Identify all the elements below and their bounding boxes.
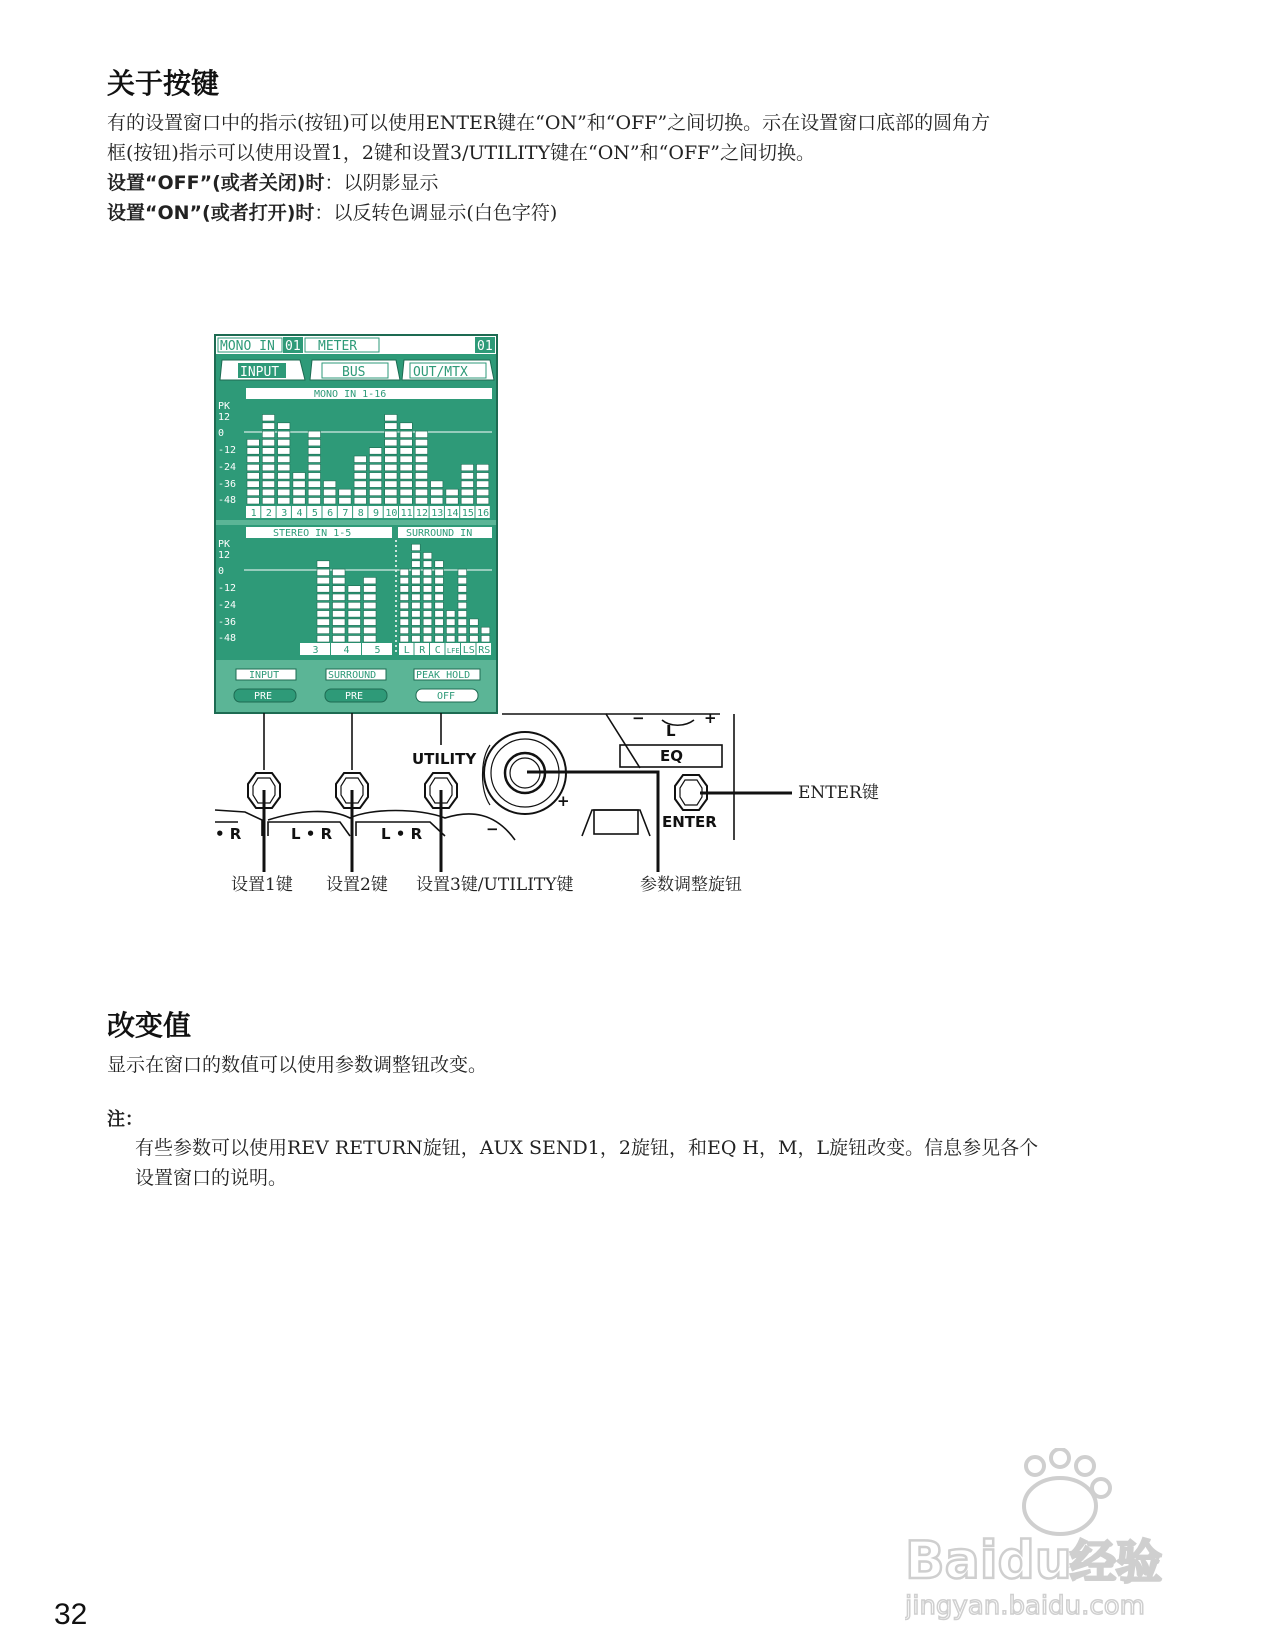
surround-meter-segment [458,611,467,618]
lcd-button-surround-value: PRE [345,691,364,702]
scale-label: -48 [218,633,237,644]
stereo-meter-segment [364,594,377,601]
mono-meter-segment [385,415,397,422]
scale-label: -36 [218,479,237,490]
change-values-paragraph: 显示在窗口的数值可以使用参数调整钮改变。 [107,1054,488,1076]
surround-meter-segment [435,561,444,568]
mono-meter-segment [278,439,290,446]
stereo-meter-segment [333,577,346,584]
stereo-meter-segment [364,577,377,584]
surround-meter-segment [435,586,444,593]
mono-channel-label: 15 [461,508,474,519]
mono-meter-segment [247,456,259,463]
stereo-meter-segment [333,627,346,634]
mono-meter-segment [400,423,412,430]
stereo-meter-segment [364,602,377,609]
mono-meter-segment [369,481,381,488]
lr-label-1: • R [215,825,242,843]
lcd-button-surround-label: SURROUND [328,670,377,681]
mono-meter-segment [354,498,366,505]
surround-meter-segment [412,569,421,576]
surround-meter-segment [400,611,409,618]
lcd-title-num: 01 [285,339,301,354]
note-label: 注： [107,1109,143,1130]
stereo-meter-segment [348,619,361,626]
scale-label: 12 [218,412,231,423]
mono-meter-segment [324,498,336,505]
mono-meter-segment [339,489,351,496]
surround-meter-segment [470,619,479,626]
mono-channel-label: 13 [431,508,444,519]
mono-meter-segment [308,473,320,480]
mono-channel-label: 16 [477,508,490,519]
mono-meter-segment [293,481,305,488]
mono-channel-label: 3 [281,508,288,519]
surround-meter-segment [400,577,409,584]
stereo-meter-segment [317,586,330,593]
intro-line-2: 框(按钮)指示可以使用设置1，2键和设置3/UTILITY键在“ON”和“OFF”之间切换。 [107,142,816,164]
mono-meter-segment [262,481,274,488]
mono-meter-segment [369,473,381,480]
mono-meter-segment [324,481,336,488]
on-state-label: 设置“ON”(或者打开)时 [107,202,315,224]
mono-meter-segment [247,481,259,488]
mono-meter-segment [415,439,427,446]
surround-meter-segment [481,636,490,643]
lr-label-3: L • R [381,825,423,843]
watermark-brand: Baidu [905,1531,1072,1591]
surround-meter-segment [423,577,432,584]
surround-meter-segment [435,602,444,609]
surround-meter-segment [435,627,444,634]
stereo-meter-segment [364,586,377,593]
surround-meter-segment [470,636,479,643]
surround-meter-segment [423,586,432,593]
mono-meter-segment [278,431,290,438]
eq-label: EQ [660,747,683,765]
mono-meter-segment [308,489,320,496]
stereo-meter-segment [333,586,346,593]
off-state-label: 设置“OFF”(或者关闭)时 [107,172,325,194]
lcd-tabs [220,360,494,380]
stereo-meter-segment [333,636,346,643]
mono-meter-segment [431,498,443,505]
mono-meter-segment [369,448,381,455]
tab-out-mtx[interactable]: OUT/MTX [413,365,468,380]
mono-meter-segment [385,464,397,471]
stereo-meter-segment [317,594,330,601]
mono-meter-segment [477,481,489,488]
surround-meter-segment [435,619,444,626]
surround-meter-segment [435,569,444,576]
mono-meter-segment [262,423,274,430]
surround-channel-label: L [403,645,410,656]
callout-enter: ENTER键 [798,783,879,803]
tab-bus[interactable]: BUS [342,365,366,380]
callout-dial: 参数调整旋钮 [640,875,742,895]
surround-meter-segment [435,611,444,618]
surround-meter-segment [423,602,432,609]
baidu-watermark [905,1448,1235,1623]
mono-channel-label: 4 [296,508,303,519]
mono-meter-segment [339,498,351,505]
surround-meter-segment [412,627,421,634]
surround-header: SURROUND IN [406,528,473,539]
mono-meter-segment [262,464,274,471]
mono-meter-segment [415,481,427,488]
mono-channel-label: 2 [265,508,272,519]
mono-meter-segment [278,481,290,488]
surround-channel-label: LS [462,645,475,656]
mono-meter-segment [461,489,473,496]
lcd-button-input-label: INPUT [249,670,280,681]
surround-meter-segment [423,619,432,626]
mono-meter-segment [308,481,320,488]
mono-meter-segment [278,464,290,471]
stereo-meter-segment [364,611,377,618]
mono-meter-segment [415,448,427,455]
surround-meter-segment [458,586,467,593]
surround-meter-segment [423,561,432,568]
mono-meter-segment [477,473,489,480]
lcd-title-left: MONO IN [220,339,275,354]
mono-meter-segment [431,489,443,496]
surround-meter-segment [400,586,409,593]
mono-meter-segment [247,464,259,471]
surround-meter-segment [412,611,421,618]
mono-meter-segment [247,439,259,446]
surround-meter-segment [423,611,432,618]
stereo-meter-segment [317,627,330,634]
intro-line-1: 有的设置窗口中的指示(按钮)可以使用ENTER键在“ON”和“OFF”之间切换。示在设置窗口底部的圆角方 [107,112,991,134]
off-state-desc: ：以阴影显示 [324,172,439,194]
mono-meter-segment [308,464,320,471]
mono-meter-segment [431,481,443,488]
mono-meter-segment [400,439,412,446]
lcd-title-right: 01 [477,339,493,354]
mono-meter-segment [354,481,366,488]
scale-label: PK [218,539,231,550]
surround-meter-segment [458,594,467,601]
stereo-meter-segment [333,619,346,626]
mono-meter-segment [278,448,290,455]
surround-meter-segment [423,627,432,634]
stereo-meter-segment [333,611,346,618]
mono-meter-segment [247,473,259,480]
scale-label: -24 [218,462,237,473]
stereo-channel-label: 3 [312,645,319,656]
surround-meter-segment [412,619,421,626]
stereo-meter-segment [348,636,361,643]
surround-meter-segment [458,569,467,576]
mono-meter-segment [354,464,366,471]
mono-meter-segment [324,489,336,496]
page-number: 32 [54,1598,88,1631]
scale-label: 0 [218,566,225,577]
scale-label: -12 [218,445,237,456]
dial-plus: + [557,792,570,810]
mono-meter-segment [400,498,412,505]
surround-meter-segment [470,627,479,634]
mono-channel-label: 5 [311,508,318,519]
mono-meter-segment [400,456,412,463]
lr-label-2: L • R [291,825,333,843]
stereo-meter-segment [348,602,361,609]
lcd-title-center: METER [318,339,358,354]
stereo-meter-segment [317,569,330,576]
callout-setup2: 设置2键 [326,875,388,895]
stereo-meter-segment [364,636,377,643]
surround-meter-segment [423,569,432,576]
lcd-button-peak-hold-value: OFF [437,691,456,702]
scale-label: -24 [218,600,237,611]
stereo-channel-labels [300,643,392,656]
mono-meter-segment [415,489,427,496]
surround-meter-segment [400,602,409,609]
surround-meter-segment [412,561,421,568]
mono-meter-segment [308,431,320,438]
mono-meter-segment [385,439,397,446]
mono-meter-segment [461,481,473,488]
eq-minus: − [632,709,645,727]
mono-meter-segment [308,439,320,446]
watermark-url: jingyan.baidu.com [905,1591,1145,1621]
mono-meter-segment [385,423,397,430]
surround-meter-segment [412,594,421,601]
mono-meter-segment [385,473,397,480]
mono-meter-segment [354,489,366,496]
surround-meter-segment [458,577,467,584]
mono-meter-segment [278,423,290,430]
mono-meter-segment [400,473,412,480]
mono-meter-segment [400,464,412,471]
lcd-button-input-value: PRE [254,691,273,702]
mono-meter-segment [354,473,366,480]
stereo-channel-label: 4 [343,645,350,656]
mono-meter-segment [293,498,305,505]
mono-meter-segment [308,498,320,505]
lcd-button-peak-hold-label: PEAK HOLD [416,670,471,681]
surround-meter-segment [458,619,467,626]
surround-channel-label: C [434,645,441,656]
mono-meter-segment [262,415,274,422]
mono-meter-segment [308,456,320,463]
mono-channel-label: 10 [385,508,398,519]
mono-meter-segment [415,498,427,505]
surround-meter-segment [412,586,421,593]
mono-meter-segment [293,473,305,480]
callout-setup1: 设置1键 [231,875,293,895]
mono-header: MONO IN 1-16 [314,389,387,400]
mono-meter-segment [369,456,381,463]
eq-plus: + [704,709,717,727]
mono-meter-segment [415,473,427,480]
stereo-meter-segment [333,569,346,576]
stereo-meter-segment [333,594,346,601]
surround-meter-segment [446,627,455,634]
surround-meter-segment [423,594,432,601]
stereo-meter-segment [317,619,330,626]
mono-channel-label: 9 [373,508,380,519]
mono-channel-label: 11 [400,508,413,519]
stereo-meter-segment [317,611,330,618]
scale-label: 12 [218,550,231,561]
surround-meter-segment [481,627,490,634]
mono-meter-segment [278,473,290,480]
mono-meter-segment [262,489,274,496]
stereo-meter-segment [348,627,361,634]
mono-meter-segment [247,498,259,505]
mono-meter-segment [400,448,412,455]
scale-label: PK [218,401,231,412]
mono-meter-segment [461,464,473,471]
note-line-1: 有些参数可以使用REV RETURN旋钮，AUX SEND1，2旋钮，和EQ H，M，L旋钮改变。信息参见各个 [135,1137,1039,1159]
mono-meter-segment [354,456,366,463]
surround-meter-segment [435,594,444,601]
paw-logo [1024,1478,1096,1534]
mono-channel-label: 7 [342,508,349,519]
mono-meter-segment [247,489,259,496]
scale-label: -36 [218,617,237,628]
mono-channel-label: 8 [357,508,364,519]
mono-meter-segment [247,448,259,455]
tab-input[interactable]: INPUT [240,365,280,380]
surround-meter-segment [458,627,467,634]
mono-meter-segment [262,439,274,446]
mono-meter-segment [385,498,397,505]
on-state-desc: ：以反转色调显示(白色字符) [314,202,558,224]
lcd-button-strip [216,660,496,712]
mono-meter-segment [369,464,381,471]
stereo-meter-segment [317,561,330,568]
section-heading-change-values: 改变值 [107,1009,192,1042]
scale-label: 0 [218,428,225,439]
stereo-channel-label: 5 [374,645,381,656]
scale-label: -48 [218,495,237,506]
surround-meter-segment [423,636,432,643]
mono-channel-label: 14 [446,508,459,519]
lcd-screen [215,335,497,713]
mono-meter-segment [400,489,412,496]
enter-label: ENTER [662,813,717,831]
mono-meter-segment [385,431,397,438]
mono-channel-label: 1 [250,508,257,519]
mono-meter-segment [385,481,397,488]
surround-channel-label: LFE [446,647,460,655]
stereo-header: STEREO IN 1-5 [273,528,352,539]
mono-meter-segment [308,448,320,455]
mono-meter-segment [461,498,473,505]
surround-meter-segment [458,602,467,609]
mono-meter-segment [461,473,473,480]
surround-meter-segment [446,636,455,643]
mono-meter-segment [262,431,274,438]
mono-meter-segment [385,456,397,463]
stereo-meter-segment [348,586,361,593]
stereo-meter-segment [348,611,361,618]
mono-meter-segment [369,498,381,505]
mono-meter-segment [415,431,427,438]
mono-meter-segment [415,456,427,463]
stereo-meter-segment [317,636,330,643]
surround-meter-segment [412,577,421,584]
mono-meter-segment [278,489,290,496]
mono-meter-segment [262,473,274,480]
note-text [135,1133,1185,1193]
mono-meter-segment [293,489,305,496]
surround-meter-segment [412,544,421,551]
surround-meter-segment [400,636,409,643]
mono-meter-segment [400,431,412,438]
section-heading-buttons: 关于按键 [107,67,220,100]
mono-meter-segment [400,481,412,488]
surround-meter-segment [400,619,409,626]
surround-meter-segment [400,594,409,601]
surround-channel-label: RS [478,645,491,656]
mono-meter-segment [262,498,274,505]
mono-channel-label: 6 [327,508,334,519]
mono-meter-segment [385,448,397,455]
stereo-meter-segment [364,619,377,626]
watermark-cn: 经验 [1070,1535,1162,1589]
mono-meter-segment [262,448,274,455]
callout-setup3: 设置3键/UTILITY键 [416,875,574,895]
mono-meter-segment [446,498,458,505]
stereo-meter-segment [317,577,330,584]
mono-channel-label: 12 [415,508,428,519]
mono-meter-segment [477,498,489,505]
stereo-meter-segment [364,627,377,634]
eq-l-label: L [666,722,676,740]
surround-meter-segment [446,611,455,618]
utility-label: UTILITY [412,750,477,768]
mono-meter-segment [369,489,381,496]
mono-meter-segment [477,489,489,496]
mono-meter-segment [262,456,274,463]
mono-meter-segment [446,489,458,496]
dial-minus: − [486,820,499,838]
surround-meter-segment [458,636,467,643]
mono-meter-segment [415,464,427,471]
control-panel [215,713,734,840]
note-line-2: 设置窗口的说明。 [135,1167,288,1189]
surround-channel-label: R [419,645,426,656]
surround-meter-segment [412,636,421,643]
mono-meter-segment [477,464,489,471]
stereo-meter-segment [348,594,361,601]
mono-meter-segment [278,498,290,505]
surround-meter-segment [435,577,444,584]
stereo-meter-segment [317,602,330,609]
surround-meter-segment [446,619,455,626]
surround-meter-segment [412,553,421,560]
mono-meter-segment [278,456,290,463]
surround-meter-segment [435,636,444,643]
surround-meter-segment [400,627,409,634]
mono-meter-segment [385,489,397,496]
surround-meter-segment [412,602,421,609]
surround-meter-segment [400,569,409,576]
scale-label: -12 [218,583,237,594]
stereo-meter-segment [333,602,346,609]
surround-meter-segment [423,553,432,560]
